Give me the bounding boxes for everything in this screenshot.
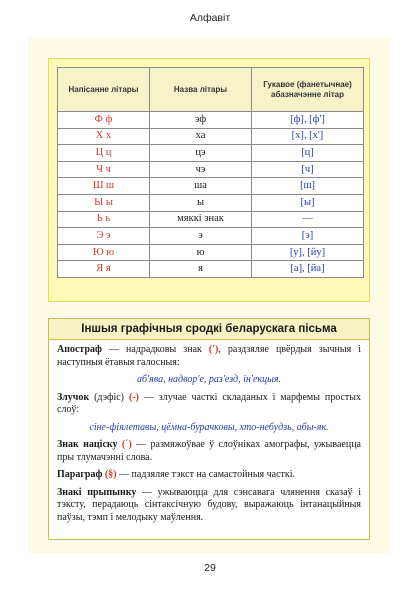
- table-row: [58, 261, 364, 278]
- letter-cell: Ы ы: [58, 194, 150, 211]
- table-row: [58, 112, 364, 129]
- sound-cell: [ч]: [252, 161, 364, 178]
- term-punctuation: Знакі прыпынку: [57, 486, 137, 498]
- letter-cell: Я я: [58, 261, 150, 278]
- hyphen-text-2: — злучае часткі складаных і марфемы простых слоў:: [57, 391, 361, 415]
- table-row: [58, 128, 364, 145]
- apostrophe-example: аб'ява, надвор'е, раз'езд, ін'екцыя.: [137, 374, 281, 385]
- hyphen-paragraph: [57, 392, 361, 417]
- table-row: [58, 228, 364, 245]
- hyphen-text-1: (дэфіс): [89, 391, 129, 403]
- term-hyphen: Злучок: [57, 391, 90, 403]
- term-apostrophe: Апостраф: [57, 344, 102, 355]
- letter-cell: Ю ю: [58, 244, 150, 261]
- hyphen-symbol: (-): [128, 391, 139, 403]
- column-header-name: Назва літары: [150, 68, 252, 112]
- term-paragraph-sign: Параграф: [57, 469, 103, 480]
- table-row: [58, 244, 364, 261]
- letter-name-cell: мяккі знак: [150, 211, 252, 228]
- letter-name-cell: я: [150, 261, 252, 278]
- letter-cell: Ч ч: [58, 161, 150, 178]
- stress-text: — размяжоўвае ў слоўніках амографы, ужываецца пры тлумачэнні слова.: [57, 439, 361, 463]
- sound-cell: [ш]: [252, 178, 364, 195]
- stress-paragraph: [57, 439, 361, 464]
- sound-cell: [у], [йу]: [252, 244, 364, 261]
- paragraph-text: — падзяляе тэкст на самастойныя часткі.: [116, 469, 296, 480]
- table-row: [58, 194, 364, 211]
- apostrophe-text-2: , раздзяляе цвёрдыя зычныя і наступныя ётавыя галосныя:: [57, 344, 361, 368]
- letter-name-cell: ю: [150, 244, 252, 261]
- table-row: [58, 145, 364, 162]
- sound-cell: [а], [йа]: [252, 261, 364, 278]
- apostrophe-paragraph: [57, 344, 361, 369]
- sound-cell: —: [252, 211, 364, 228]
- letter-cell: Э э: [58, 228, 150, 245]
- content-panel: [28, 38, 390, 553]
- letter-name-cell: чэ: [150, 161, 252, 178]
- stress-symbol: (´): [121, 439, 132, 450]
- letter-name-cell: ха: [150, 128, 252, 145]
- section-title: Іншыя графічныя сродкі беларускага пісьма: [49, 319, 369, 340]
- table-row: [58, 211, 364, 228]
- running-header: Алфавіт: [189, 12, 231, 24]
- page-number: 29: [204, 562, 216, 574]
- letter-cell: Ц ц: [58, 145, 150, 162]
- punctuation-text: — ужываюцца для сэнсавага члянення сказаў і тэксту, перадаюць сінтаксічную будову, выражаюць інтанацыйныя паўзы, тэмп і мелодыку маўлення.: [57, 486, 361, 523]
- alphabet-table: [57, 67, 364, 278]
- letter-name-cell: ы: [150, 194, 252, 211]
- alphabet-table-frame: [48, 58, 370, 302]
- letter-name-cell: эф: [150, 112, 252, 129]
- section-body: [49, 340, 369, 524]
- column-header-letters: Напісанне літары: [58, 68, 150, 112]
- letter-cell: Ф ф: [58, 112, 150, 129]
- punctuation-paragraph: [57, 487, 361, 525]
- sound-cell: [х], [х']: [252, 128, 364, 145]
- table-row: [58, 178, 364, 195]
- letter-cell: Ш ш: [58, 178, 150, 195]
- letter-name-cell: цэ: [150, 145, 252, 162]
- letter-cell: Ь ь: [58, 211, 150, 228]
- table-header-row: [58, 68, 364, 112]
- sound-cell: [ф], [ф']: [252, 112, 364, 129]
- apostrophe-symbol: ('): [208, 344, 219, 355]
- table-row: [58, 161, 364, 178]
- sound-cell: [э]: [252, 228, 364, 245]
- letter-name-cell: ша: [150, 178, 252, 195]
- paragraph-sign-paragraph: [57, 469, 361, 482]
- sound-cell: [ы]: [252, 194, 364, 211]
- letter-name-cell: э: [150, 228, 252, 245]
- letter-cell: Х х: [58, 128, 150, 145]
- term-stress-mark: Знак націску: [57, 439, 118, 450]
- table-body: [58, 112, 364, 278]
- sound-cell: [ц]: [252, 145, 364, 162]
- paragraph-symbol: (§): [104, 469, 117, 480]
- apostrophe-text-1: — надрадковы знак: [101, 344, 209, 355]
- hyphen-example: сіне-фіялетавы, цёмна-бурачковы, хто-небудзь, абы-як.: [89, 421, 329, 433]
- graphic-means-box: [48, 318, 370, 540]
- column-header-sound: Гукавое (фанетычнае) абазначэнне літар: [252, 68, 364, 112]
